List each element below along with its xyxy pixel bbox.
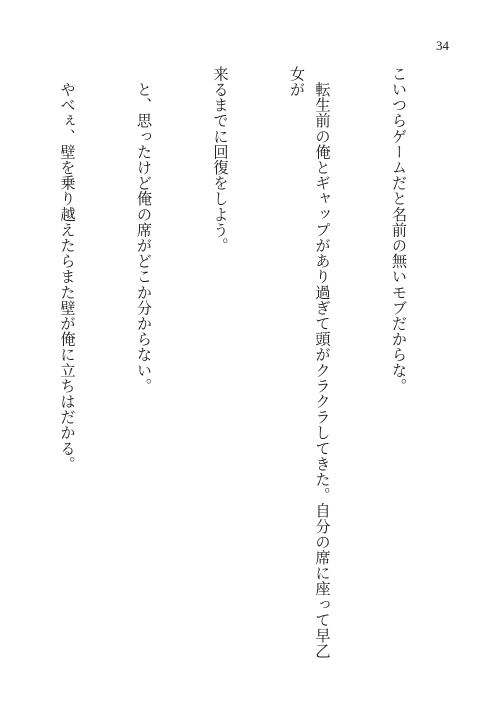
page-number: 34 [436,38,449,53]
novel-text-body [52,66,462,666]
text-line: 転生前の俺とギャップがあり過ぎて頭がクラクラしてきた。自分の席に座って早乙女が [288,66,332,659]
text-line: と、思ったけど俺の席がどこか分からない。 [135,66,153,394]
text-line: 来るまでに回復をしよう。 [211,66,230,254]
text-line: こいつらゲームだと名前の無いモブだからな。 [390,66,408,394]
text-line: やべぇ、壁を乗り越えたらまた壁が俺に立ちはだかる。 [58,66,77,472]
text-line [0,66,3,666]
